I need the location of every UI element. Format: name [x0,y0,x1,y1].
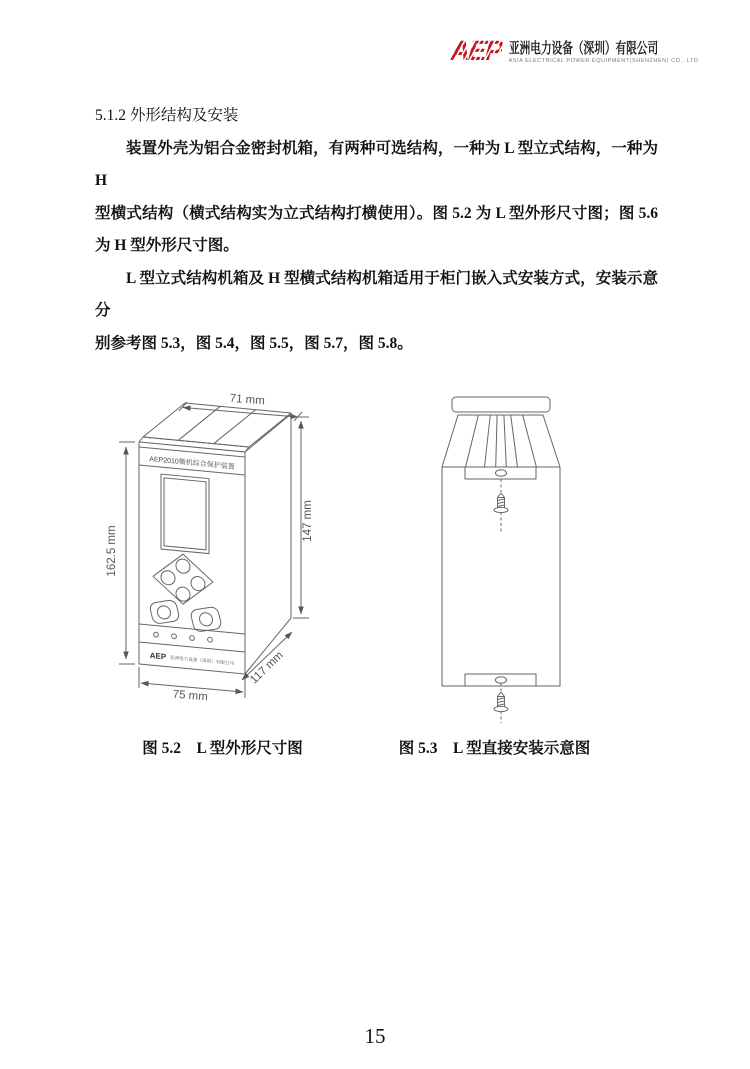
front-bezel-top-view [452,397,550,412]
panel-company: 亚洲电力设备（深圳）有限公司 [169,654,235,666]
dim-label-width-top: 71 mm [229,392,266,408]
dim-label-height-left: 162.5 mm [106,525,118,577]
panel-logo: AEP [149,651,167,662]
dim-label-width-bottom: 75 mm [172,688,209,704]
page-number: 15 [364,1024,386,1048]
body-text [95,100,658,360]
device-front-panel [139,442,245,674]
company-names [509,40,719,64]
l-type-dimension-figure [105,390,340,710]
paragraph2-line1: L 型立式结构机箱及 H 型横式结构机箱适用于柜门嵌入式安装方式，安装示意分 [95,269,658,319]
device-top-face [143,403,291,447]
top-mounting-bracket [465,467,536,479]
section-heading: 5.1.2 外形结构及安装 [95,107,239,124]
front-panel-title: AEP2010微机综合保护装置 [149,455,235,472]
dim-label-height-right: 147 mm [302,500,314,542]
l-type-installation-figure [428,392,578,727]
paragraph1-line1: 装置外壳为铝合金密封机箱，有两种可选结构，一种为 L 型立式结构，一种为 H [95,139,658,189]
paragraph2-line2: 别参考图 5.3，图 5.4，图 5.5，图 5.7，图 5.8。 [95,334,413,352]
company-name-en: ASIA ELECTRICAL POWER EQUIPMENT(SHENZHEN) CO., LTD. [508,58,701,64]
company-name-cn: 亚洲电力设备（深圳）有限公司 [508,40,658,57]
mounting-screw-icon [494,692,508,712]
figure52-caption: 图 5.2 L 型外形尺寸图 [142,740,303,757]
paragraph1-line2: 型横式结构（横式结构实为立式结构打横使用）。图 5.2 为 L 型外形尺寸图；图 5.6 [95,204,658,222]
paragraph1-line3: 为 H 型外形尺寸图。 [95,237,239,254]
aep-logo: AEP [448,35,503,66]
device-side-face [245,414,291,674]
company-header [448,35,719,66]
chassis-fins [442,415,560,467]
figure53-caption: 图 5.3 L 型直接安装示意图 [398,740,591,757]
mounting-screw-icon [494,493,508,513]
dim-label-depth: 117 mm [248,649,286,687]
